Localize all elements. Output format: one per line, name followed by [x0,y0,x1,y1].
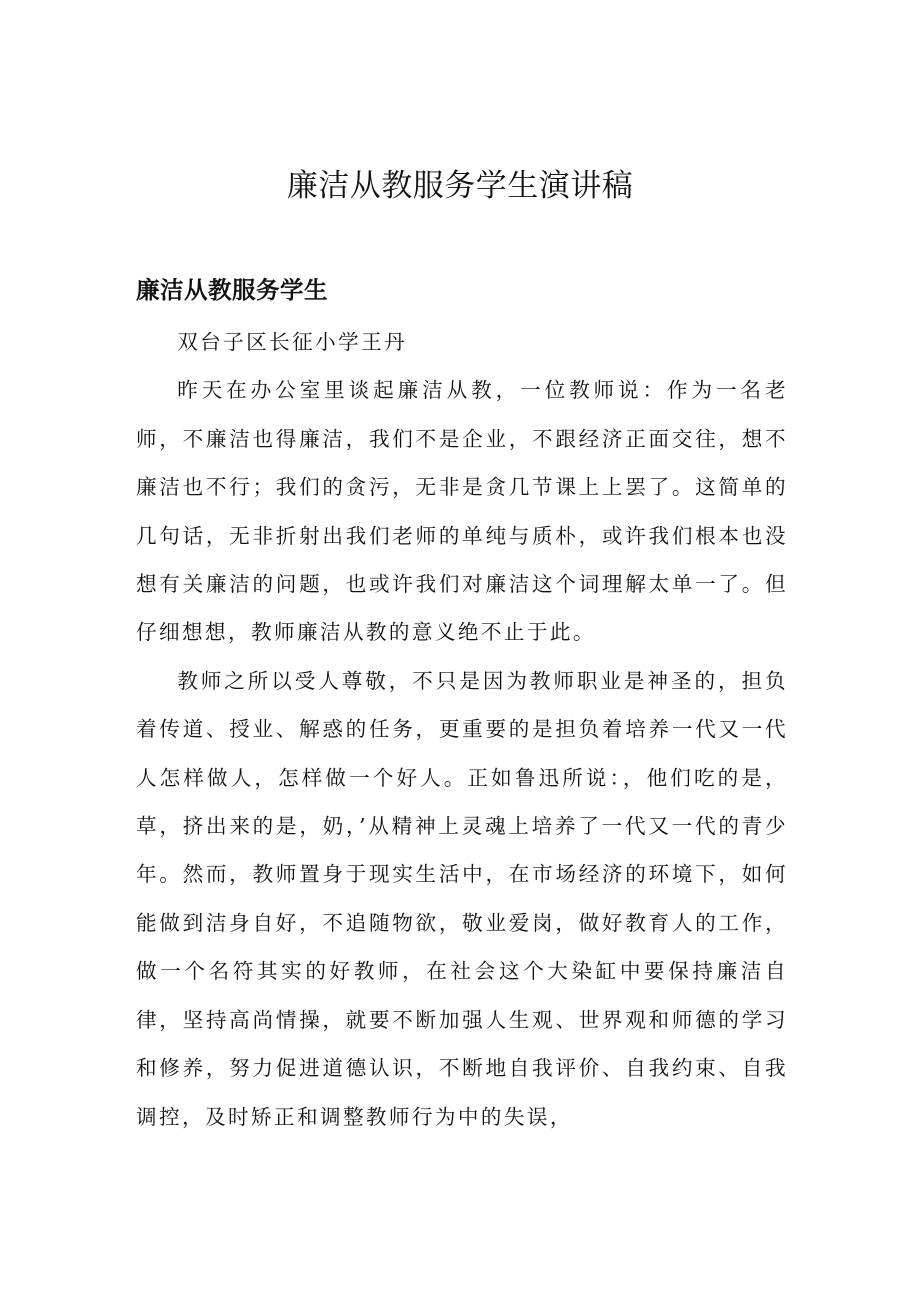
body-paragraph-1: 昨天在办公室里谈起廉洁从教，一位教师说：作为一名老师，不廉洁也得廉洁，我们不是企业，不跟经济正面交往，想不廉洁也不行；我们的贪污，无非是贪几节课上上罢了。这简单的几句话，无非折射出我们老师的单纯与质朴，或许我们根本也没想有关廉洁的问题，也或许我们对廉洁这个词理解太单一了。但仔细想想，教师廉洁从教的意义绝不止于此。 [136,378,788,645]
document-body [136,318,788,1141]
author-line: 双台子区长征小学王丹 [177,330,408,354]
body-paragraph-2: 教师之所以受人尊敬，不只是因为教师职业是神圣的，担负着传道、授业、解惑的任务，更重要的是担负着培养一代又一代人怎样做人，怎样做一个好人。正如鲁迅所说：，他们吃的是，草，挤出来的是，奶，’从精神上灵魂上培养了一代又一代的青少年。然而，教师置身于现实生活中，在市场经济的环境下，如何能做到洁身自好，不追随物欲，敬业爱岗，做好教育人的工作，做一个名符其实的好教师，在社会这个大染缸中要保持廉洁自律，坚持高尚情操，就要不断加强人生观、世界观和师德的学习和修养，努力促进道德认识，不断地自我评价、自我约束、自我调控，及时矫正和调整教师行为中的失误， [136,668,788,1129]
section-heading: 廉洁从教服务学生 [136,276,328,304]
document-title: 廉洁从教服务学生演讲稿 [286,168,634,204]
